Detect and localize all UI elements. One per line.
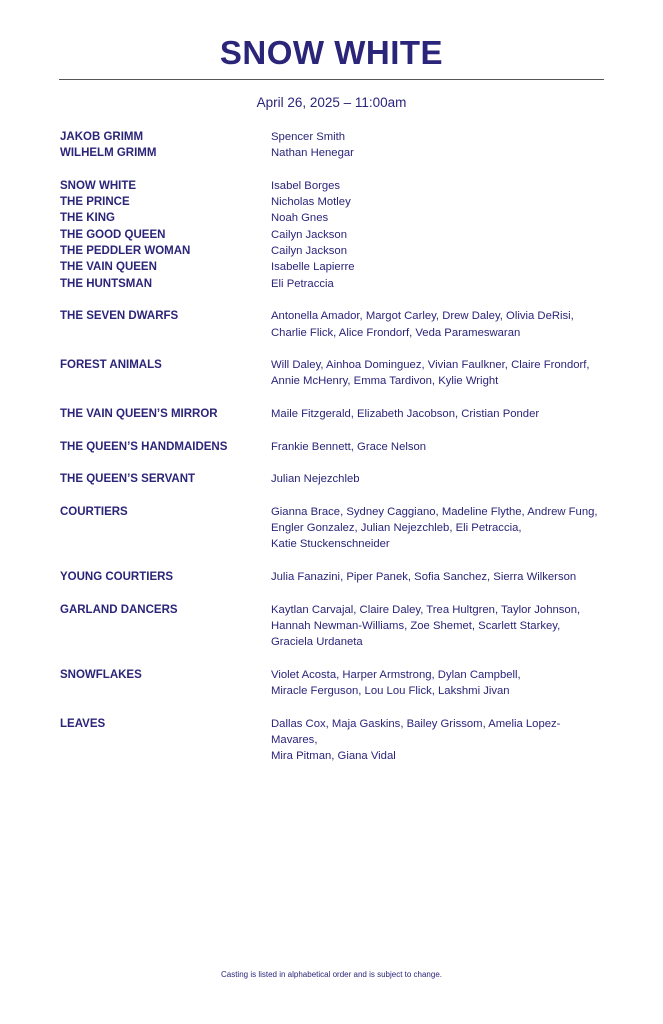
cast-members xyxy=(271,210,605,226)
cast-member-line: Charlie Flick, Alice Frondorf, Veda Parameswaran xyxy=(271,326,521,339)
cast-members xyxy=(271,178,605,194)
cast-member-line: Eli Petraccia xyxy=(271,277,334,290)
cast-member-line: Engler Gonzalez, Julian Nejezchleb, Eli Petraccia, xyxy=(271,522,522,535)
cast-row xyxy=(60,178,605,194)
cast-member-line: Violet Acosta, Harper Armstrong, Dylan Campbell, xyxy=(271,668,521,681)
section-spacer xyxy=(60,699,605,715)
cast-members xyxy=(271,227,605,243)
cast-members xyxy=(271,716,605,765)
role-name: THE GOOD QUEEN xyxy=(60,228,166,241)
cast-members xyxy=(271,439,605,455)
role-name: JAKOB GRIMM xyxy=(60,131,144,143)
cast-row xyxy=(60,357,605,390)
cast-row xyxy=(60,308,605,341)
cast-members xyxy=(271,194,605,210)
cast-row xyxy=(60,504,605,553)
cast-members xyxy=(271,406,605,422)
cast-row xyxy=(60,602,605,651)
cast-member-line: Nathan Henegar xyxy=(271,147,354,160)
role-name: WILHELM GRIMM xyxy=(60,147,157,160)
role-name: THE VAIN QUEEN xyxy=(60,261,157,274)
cast-row xyxy=(60,716,605,765)
cast-member-line: Cailyn Jackson xyxy=(271,228,347,241)
cast-member-line: Isabelle Lapierre xyxy=(271,261,355,274)
cast-members xyxy=(271,667,605,700)
role-name: THE HUNTSMAN xyxy=(60,277,152,290)
cast-row xyxy=(60,439,605,455)
role-name: THE VAIN QUEEN’S MIRROR xyxy=(60,408,218,421)
role-name: COURTIERS xyxy=(60,505,128,518)
cast-member-line: Miracle Ferguson, Lou Lou Flick, Lakshmi Jivan xyxy=(271,685,510,698)
cast-members xyxy=(271,357,605,390)
cast-member-line: Antonella Amador, Margot Carley, Drew Daley, Olivia DeRisi, xyxy=(271,310,574,323)
cast-member-line: Noah Gnes xyxy=(271,212,329,225)
cast-row xyxy=(60,129,605,145)
cast-member-line: Nicholas Motley xyxy=(271,196,351,209)
cast-members xyxy=(271,308,605,341)
cast-members xyxy=(271,504,605,553)
cast-member-line: Mira Pitman, Giana Vidal xyxy=(271,750,396,763)
cast-row xyxy=(60,471,605,487)
cast-member-line: Frankie Bennett, Grace Nelson xyxy=(271,440,427,453)
cast-row xyxy=(60,243,605,259)
cast-members xyxy=(271,471,605,487)
cast-row xyxy=(60,227,605,243)
performance-date: April 26, 2025 – 11:00am xyxy=(256,95,407,110)
section-spacer xyxy=(60,422,605,438)
cast-row xyxy=(60,276,605,292)
cast-members xyxy=(271,569,605,585)
cast-members xyxy=(271,129,605,145)
cast-member-line: Katie Stuckenschneider xyxy=(271,538,390,551)
cast-row xyxy=(60,569,605,585)
section-spacer xyxy=(60,553,605,569)
cast-member-line: Cailyn Jackson xyxy=(271,245,347,258)
role-name: YOUNG COURTIERS xyxy=(60,571,174,584)
section-spacer xyxy=(60,341,605,357)
cast-member-line: Maile Fitzgerald, Elizabeth Jacobson, Cristian Ponder xyxy=(271,408,540,421)
role-name: THE SEVEN DWARFS xyxy=(60,310,179,323)
cast-row xyxy=(60,145,605,161)
role-name: FOREST ANIMALS xyxy=(60,359,162,372)
role-name: SNOW WHITE xyxy=(60,179,137,192)
cast-row xyxy=(60,194,605,210)
section-spacer xyxy=(60,488,605,504)
title-divider xyxy=(59,79,604,80)
cast-members xyxy=(271,276,605,292)
section-spacer xyxy=(60,585,605,601)
cast-row xyxy=(60,406,605,422)
section-spacer xyxy=(60,455,605,471)
cast-members xyxy=(271,602,605,651)
role-name: THE PEDDLER WOMAN xyxy=(60,245,191,258)
page-title: SNOW WHITE xyxy=(219,34,444,71)
cast-list xyxy=(60,129,605,765)
role-name: THE PRINCE xyxy=(60,196,130,209)
cast-member-line: Julian Nejezchleb xyxy=(271,473,360,486)
cast-row xyxy=(60,259,605,275)
cast-members xyxy=(271,145,605,161)
cast-member-line: Graciela Urdaneta xyxy=(271,636,363,649)
section-spacer xyxy=(60,651,605,667)
cast-members xyxy=(271,259,605,275)
role-name: THE QUEEN’S SERVANT xyxy=(60,473,196,486)
cast-members xyxy=(271,243,605,259)
section-spacer xyxy=(60,292,605,308)
cast-member-line: Gianna Brace, Sydney Caggiano, Madeline Flythe, Andrew Fung, xyxy=(271,505,598,518)
role-name: GARLAND DANCERS xyxy=(60,603,178,616)
cast-row xyxy=(60,210,605,226)
cast-member-line: Spencer Smith xyxy=(271,131,346,143)
casting-footnote: Casting is listed in alphabetical order and is subject to change. xyxy=(220,970,443,979)
cast-member-line: Kaytlan Carvajal, Claire Daley, Trea Hultgren, Taylor Johnson, xyxy=(271,603,581,616)
cast-row xyxy=(60,667,605,700)
role-name: THE KING xyxy=(60,212,115,225)
cast-member-line: Isabel Borges xyxy=(271,179,341,192)
role-name: LEAVES xyxy=(60,717,106,730)
section-spacer xyxy=(60,162,605,178)
cast-member-line: Will Daley, Ainhoa Dominguez, Vivian Faulkner, Claire Frondorf, xyxy=(271,359,590,372)
role-name: THE QUEEN’S HANDMAIDENS xyxy=(60,440,228,453)
cast-member-line: Julia Fanazini, Piper Panek, Sofia Sanchez, Sierra Wilkerson xyxy=(271,571,577,584)
cast-member-line: Annie McHenry, Emma Tardivon, Kylie Wright xyxy=(271,375,499,388)
cast-member-line: Hannah Newman-Williams, Zoe Shemet, Scarlett Starkey, xyxy=(271,619,561,632)
section-spacer xyxy=(60,390,605,406)
cast-member-line: Dallas Cox, Maja Gaskins, Bailey Grissom, Amelia Lopez-Mavares, xyxy=(271,717,561,746)
role-name: SNOWFLAKES xyxy=(60,668,142,681)
